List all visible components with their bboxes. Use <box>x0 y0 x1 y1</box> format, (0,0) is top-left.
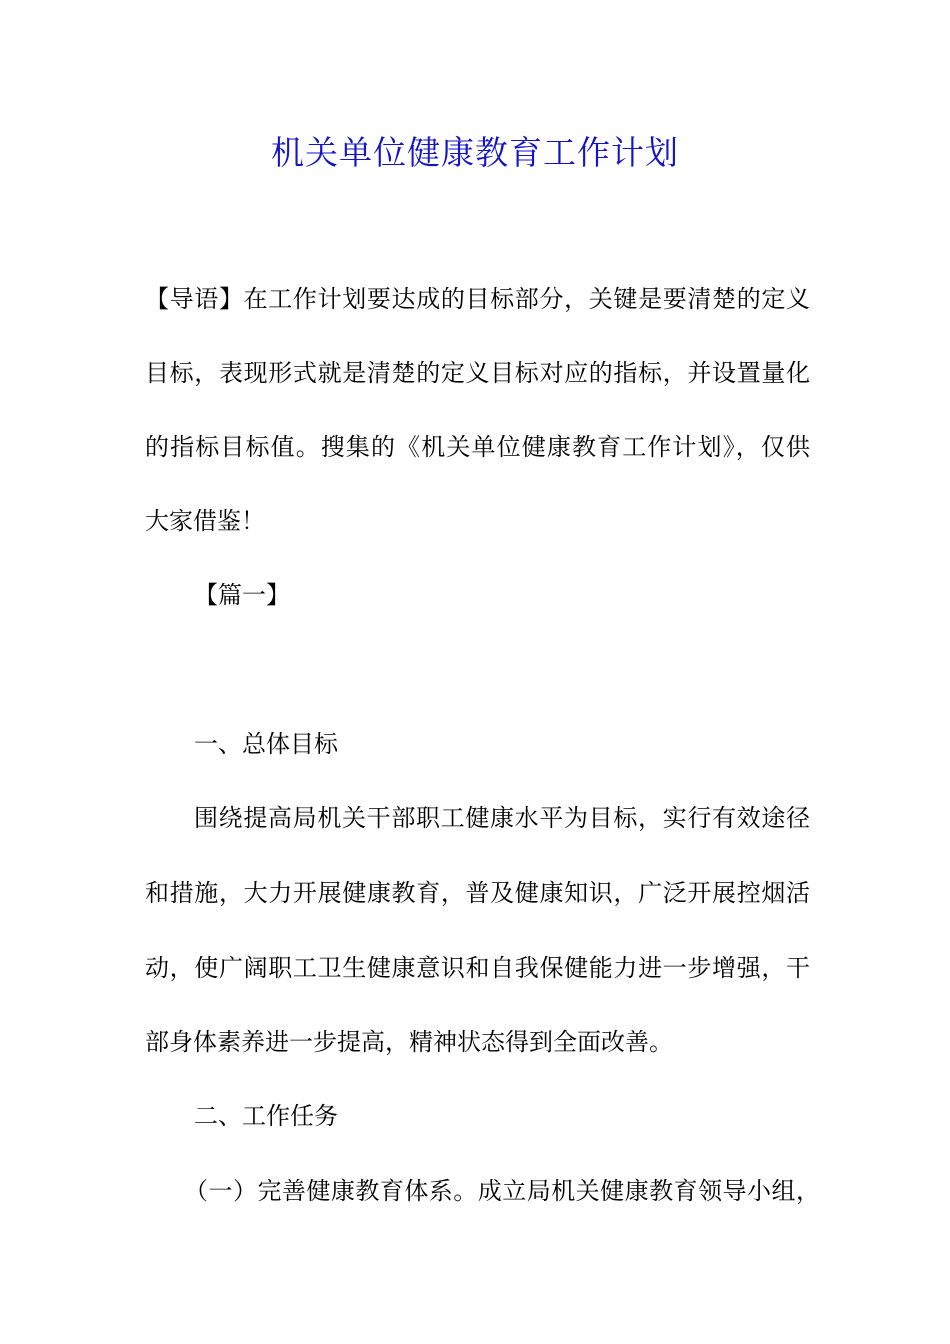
intro-line-3: 的指标目标值。搜集的《机关单位健康教育工作计划》，仅供 <box>145 433 810 461</box>
heading-overall-goal: 一、总体目标 <box>194 730 338 758</box>
intro-line-2: 目标，表现形式就是清楚的定义目标对应的指标，并设置量化 <box>145 359 810 387</box>
intro-line-4: 大家借鉴！ <box>145 507 265 535</box>
paragraph-1-line-1: 围绕提高局机关干部职工健康水平为目标，实行有效途径 <box>194 804 810 832</box>
paragraph-1-line-2: 和措施，大力开展健康教育，普及健康知识，广泛开展控烟活 <box>145 879 810 907</box>
heading-work-tasks: 二、工作任务 <box>194 1102 338 1130</box>
section-marker: 【篇一】 <box>194 581 290 609</box>
intro-line-1: 【导语】在工作计划要达成的目标部分，关键是要清楚的定义 <box>145 285 810 313</box>
paragraph-1-line-3: 动，使广阔职工卫生健康意识和自我保健能力进一步增强，干 <box>145 954 810 982</box>
paragraph-2-line-1: （一）完善健康教育体系。成立局机关健康教育领导小组， <box>184 1177 820 1205</box>
document-title: 机关单位健康教育工作计划 <box>271 133 679 172</box>
paragraph-1-line-4: 部身体素养进一步提高，精神状态得到全面改善。 <box>145 1028 673 1056</box>
